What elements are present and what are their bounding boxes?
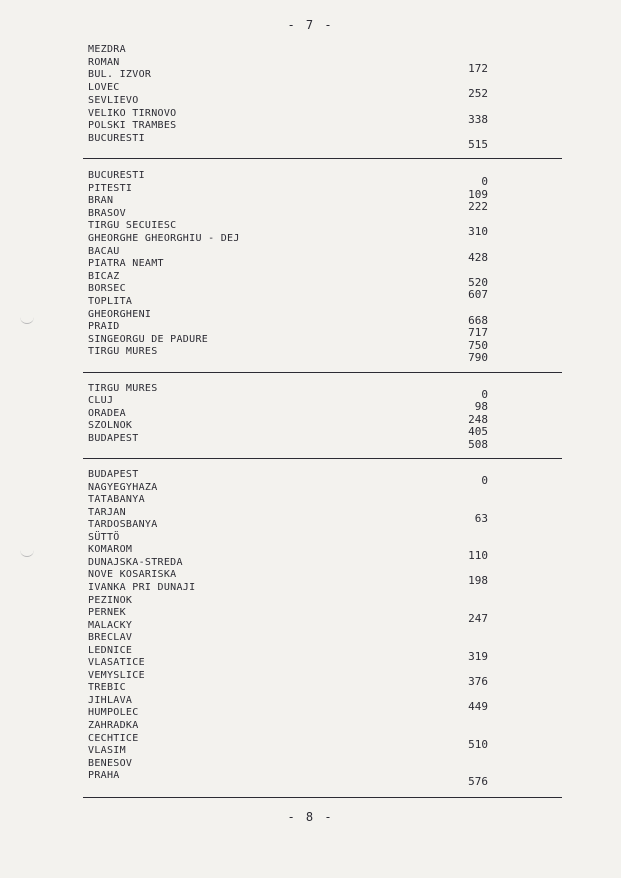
place-name: BUCURESTI — [88, 132, 145, 144]
place-name: LEDNICE — [88, 644, 133, 656]
place-name: PRAID — [88, 321, 120, 333]
distance-km: 520 — [468, 275, 488, 289]
distance-km: 0 — [481, 388, 488, 401]
route-row — [0, 582, 621, 595]
place-name: NAGYEGYHAZA — [88, 481, 158, 493]
distance-km: 576 — [468, 775, 488, 789]
distance-km: 0 — [481, 474, 488, 487]
route-row — [0, 770, 621, 789]
route-row — [0, 132, 621, 151]
distance-km: 515 — [468, 137, 488, 151]
place-name: BRASOV — [88, 207, 126, 219]
distance-km: 109 — [468, 187, 488, 201]
distance-km: 0 — [481, 175, 488, 188]
place-name: VLASIM — [88, 745, 126, 757]
place-name: TARDOSBANYA — [88, 519, 158, 531]
route-row — [0, 258, 621, 271]
place-name: PITESTI — [88, 182, 133, 194]
section-divider — [83, 158, 562, 159]
place-name: TARJAN — [88, 506, 126, 518]
route-row — [0, 682, 621, 695]
distance-km: 510 — [468, 737, 488, 751]
place-name: DUNAJSKA-STREDA — [88, 556, 183, 568]
route-row — [0, 69, 621, 82]
place-name: LOVEC — [88, 82, 120, 94]
distance-km: 63 — [474, 511, 488, 525]
place-name: TATABANYA — [88, 494, 145, 506]
distance-km: 449 — [468, 699, 488, 713]
distance-km: 319 — [468, 649, 488, 663]
place-name: BENESOV — [88, 757, 133, 769]
place-name: CECHTICE — [88, 732, 139, 744]
route-row — [0, 707, 621, 720]
route-row — [0, 346, 621, 365]
route-row — [0, 632, 621, 645]
distance-km: 247 — [468, 612, 488, 626]
place-name: ROMAN — [88, 56, 120, 68]
place-name: SÜTTÖ — [88, 531, 120, 543]
distance-km: 222 — [468, 200, 488, 214]
place-name: MALACKY — [88, 619, 133, 631]
place-name: POLSKI TRAMBES — [88, 120, 177, 132]
place-name: PRAHA — [88, 770, 120, 782]
place-name: BORSEC — [88, 283, 126, 295]
route-row — [0, 657, 621, 670]
route-row — [0, 120, 621, 133]
route-row — [0, 44, 621, 57]
place-name: VELIKO TIRNOVO — [88, 107, 177, 119]
route-row — [0, 720, 621, 733]
distance-km: 338 — [468, 112, 488, 126]
place-name: IVANKA PRI DUNAJI — [88, 581, 196, 593]
distance-km: 750 — [468, 338, 488, 352]
distance-km: 668 — [468, 313, 488, 327]
place-name: BUL. IZVOR — [88, 69, 152, 81]
place-name: HUMPOLEC — [88, 707, 139, 719]
place-name: ORADEA — [88, 407, 126, 419]
route-row — [0, 745, 621, 758]
route-row — [0, 482, 621, 495]
place-name: TIRGU MURES — [88, 383, 158, 394]
place-name: JIHLAVA — [88, 694, 133, 706]
place-name: GHEORGHENI — [88, 308, 152, 320]
place-name: PEZINOK — [88, 594, 133, 606]
place-name: PIATRA NEAMT — [88, 258, 164, 270]
place-name: TIRGU MURES — [88, 346, 158, 358]
place-name: TREBIC — [88, 682, 126, 694]
place-name: TOPLITA — [88, 296, 133, 307]
distance-km: 110 — [468, 549, 488, 563]
route-row — [0, 519, 621, 532]
place-name: VEMYSLICE — [88, 669, 145, 681]
route-row — [0, 620, 621, 633]
page-number-top: - 7 - — [287, 18, 334, 32]
section-divider — [83, 458, 562, 459]
page-number-bottom: - 8 - — [287, 810, 334, 824]
distance-km: 376 — [468, 674, 488, 688]
place-name: MEZDRA — [88, 44, 126, 55]
place-name: BICAZ — [88, 270, 120, 282]
place-name: CLUJ — [88, 395, 114, 407]
place-name: BRECLAV — [88, 632, 133, 644]
place-name: BUDAPEST — [88, 432, 139, 444]
place-name: PERNEK — [88, 607, 126, 619]
route-row — [0, 233, 621, 246]
place-name: NOVE KOSARISKA — [88, 569, 177, 581]
section-divider — [83, 797, 562, 798]
route-row — [0, 208, 621, 221]
route-row — [0, 557, 621, 570]
distance-km: 717 — [468, 326, 488, 340]
distance-km: 428 — [468, 250, 488, 264]
distance-km: 252 — [468, 87, 488, 101]
route-row — [0, 532, 621, 545]
route-row — [0, 758, 621, 771]
distance-km: 405 — [468, 425, 488, 439]
route-row — [0, 494, 621, 507]
distance-km: 310 — [468, 225, 488, 239]
place-name: SEVLIEVO — [88, 94, 139, 106]
place-name: BACAU — [88, 245, 120, 257]
place-name: KOMAROM — [88, 544, 133, 556]
place-name: BUDAPEST — [88, 469, 139, 480]
section-divider — [83, 372, 562, 373]
place-name: SINGEORGU DE PADURE — [88, 333, 209, 345]
distance-km: 508 — [468, 437, 488, 451]
place-name: TIRGU SECUIESC — [88, 220, 177, 232]
place-name: VLASATICE — [88, 657, 145, 669]
distance-km: 248 — [468, 412, 488, 426]
distance-km: 98 — [474, 400, 488, 414]
distance-km: 607 — [468, 288, 488, 302]
route-row — [0, 595, 621, 608]
place-name: ZAHRADKA — [88, 720, 139, 731]
route-row — [0, 296, 621, 309]
distance-km: 790 — [468, 351, 488, 365]
place-name: SZOLNOK — [88, 420, 133, 432]
place-name: BUCURESTI — [88, 170, 145, 181]
place-name: BRAN — [88, 195, 114, 207]
distance-km: 198 — [468, 574, 488, 588]
route-row — [0, 95, 621, 108]
place-name: GHEORGHE GHEORGHIU - DEJ — [88, 233, 240, 244]
distance-km: 172 — [468, 61, 488, 75]
